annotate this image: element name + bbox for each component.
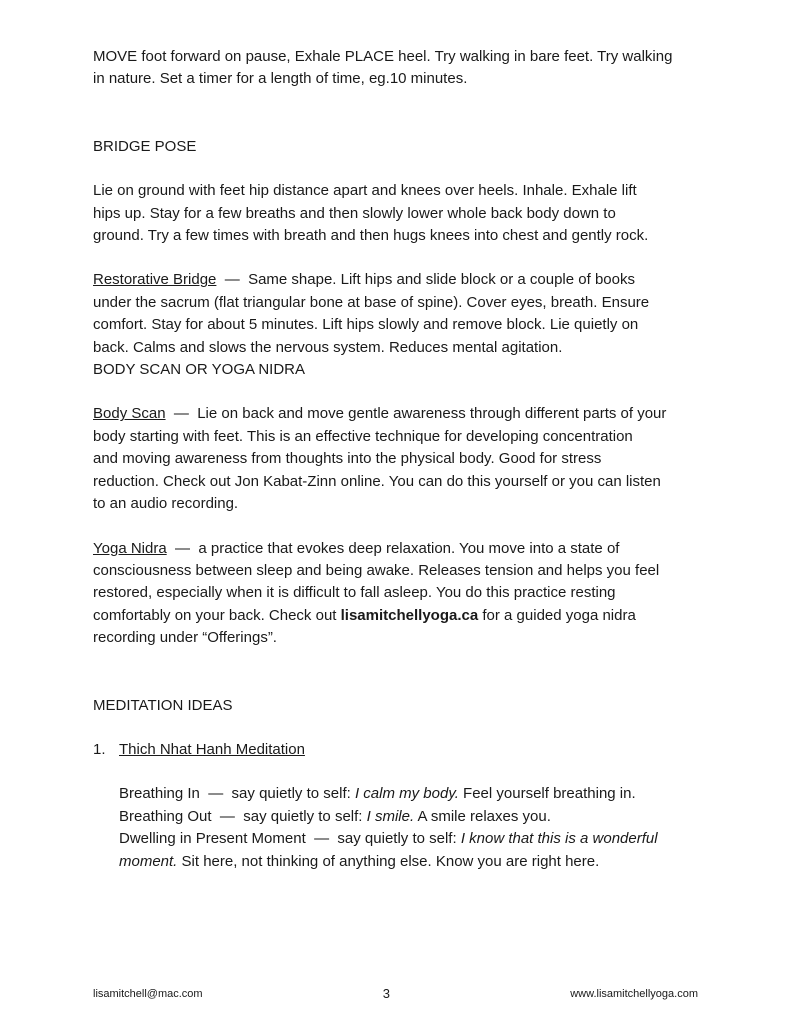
meditation-item-title: Thich Nhat Hanh Meditation <box>119 740 305 758</box>
body-scan-line: reduction. Check out Jon Kabat-Zinn online. You can do this yourself or you can listen <box>93 472 661 490</box>
breathing-in-text: Breathing In — say quietly to self: <box>119 785 355 803</box>
document-page <box>93 46 703 873</box>
yoga-nidra-text: comfortably on your back. Check out <box>93 606 341 624</box>
page-footer <box>93 986 698 1001</box>
walking-text-line: MOVE foot forward on pause, Exhale PLACE heel. Try walking in bare feet. Try walking <box>93 48 673 65</box>
yoga-nidra-text: — a practice that evokes deep relaxation. You move into a state of <box>166 539 620 557</box>
breathing-in-line <box>119 783 703 805</box>
bridge-text-line: ground. Try a few times with breath and then hugs knees into chest and gently rock. <box>93 227 649 245</box>
body-scan-line: and moving awareness from thoughts into the physical body. Good for stress <box>93 450 602 468</box>
dwelling-text: Dwelling in Present Moment — say quietly to self: <box>119 830 461 848</box>
breathing-in-phrase: I calm my body. <box>354 785 459 803</box>
yoga-nidra-line: recording under “Offerings”. <box>93 629 277 647</box>
dwelling-phrase: moment. <box>119 852 178 870</box>
meditation-instructions <box>93 783 703 873</box>
bridge-text-line: hips up. Stay for a few breaths and then slowly lower whole back body down to <box>93 204 616 222</box>
breathing-in-text: Feel yourself breathing in. <box>458 785 636 803</box>
yoga-nidra-paragraph <box>93 538 703 560</box>
body-scan-paragraph <box>93 403 703 425</box>
dwelling-phrase: I know that this is a wonderful <box>460 830 658 848</box>
bridge-pose-heading: BRIDGE POSE <box>93 137 197 155</box>
breathing-out-line <box>119 806 703 828</box>
breathing-out-phrase: I smile. <box>366 807 415 825</box>
body-scan-text: — Lie on back and move gentle awareness through different parts of your <box>165 405 667 423</box>
body-scan-heading: BODY SCAN OR YOGA NIDRA <box>93 361 305 379</box>
meditation-list-item <box>93 739 703 761</box>
dwelling-line <box>119 828 703 850</box>
restorative-bridge-line: back. Calms and slows the nervous system. Reduces mental agitation. <box>93 338 563 356</box>
restorative-bridge-paragraph <box>93 269 703 291</box>
list-number: 1. <box>93 740 106 758</box>
breathing-out-text: A smile relaxes you. <box>414 807 551 825</box>
bridge-text-line: Lie on ground with feet hip distance apart and knees over heels. Inhale. Exhale lift <box>93 182 637 200</box>
restorative-bridge-line: under the sacrum (flat triangular bone at base of spine). Cover eyes, breath. Ensure <box>93 293 650 311</box>
dwelling-line <box>119 851 703 873</box>
yoga-nidra-line <box>93 605 703 627</box>
yoga-nidra-line: restored, especially when it is difficult to fall asleep. You do this practice resting <box>93 584 616 602</box>
restorative-bridge-text: — Same shape. Lift hips and slide block or a couple of books <box>216 271 635 289</box>
yoga-nidra-title: Yoga Nidra <box>93 539 167 557</box>
dwelling-text: Sit here, not thinking of anything else. Know you are right here. <box>177 852 600 870</box>
body-scan-line: to an audio recording. <box>93 495 239 513</box>
meditation-heading: MEDITATION IDEAS <box>93 696 233 714</box>
yoga-nidra-line: consciousness between sleep and being awake. Releases tension and helps you feel <box>93 561 660 579</box>
body-scan-line: body starting with feet. This is an effective technique for developing concentration <box>93 427 633 445</box>
restorative-bridge-line: comfort. Stay for about 5 minutes. Lift hips slowly and remove block. Lie quietly on <box>93 316 639 334</box>
yoga-nidra-text: for a guided yoga nidra <box>478 606 636 624</box>
page-number: 3 <box>382 986 391 1001</box>
footer-website[interactable]: www.lisamitchellyoga.com <box>570 987 698 1000</box>
restorative-bridge-title: Restorative Bridge <box>93 271 217 289</box>
footer-email[interactable]: lisamitchell@mac.com <box>93 987 203 1000</box>
walking-text-line: in nature. Set a timer for a length of time, eg.10 minutes. <box>93 70 468 88</box>
website-link[interactable]: lisamitchellyoga.ca <box>340 606 479 624</box>
breathing-out-text: Breathing Out — say quietly to self: <box>119 807 367 825</box>
body-scan-title: Body Scan <box>93 405 166 423</box>
